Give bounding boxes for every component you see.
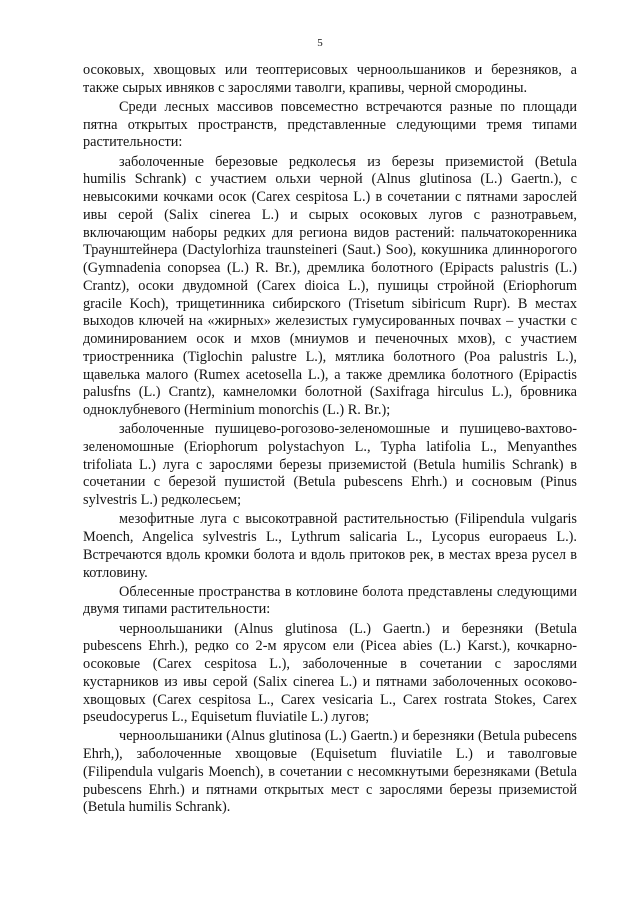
- paragraph-alder-horsetail-forests: черноольшаники (Alnus glutinosa (L.) Gaertn.) и березняки (Betula pubecens Ehrh,), заболоченные хвощовые (Equisetum fluviatile L.) и таволговые (Filipendula vulgaris Moench), в сочетании с несомкнутыми березняками (Betula pubescens Ehrh.) и пятнами открытых мест с зарослями березы приземистой (Betula humilis Schrank).: [83, 728, 577, 816]
- paragraph-mesophytic-meadows: мезофитные луга с высокотравной растительностью (Filipendula vulgaris Moench, Angelica sylvestris L., Lythrum salicaria L., Lycopus europaeus L.). Встречаются вдоль кромки болота и вдоль притоков рек, в местах вреза русел в котловину.: [83, 511, 577, 581]
- paragraph-alder-sedge-forests: черноольшаники (Alnus glutinosa (L.) Gaertn.) и березняки (Betula pubescens Ehrh.), редко со 2-м ярусом ели (Picea abies (L.) Karst.), кочкарно-осоковые (Carex cespitosa L.), заболоченные в сочетании с зарослями кустарников из ивы серой (Salix cinerea L.) и пятнами заболоченных осоково-хвощовых (Carex cespitosa L., Carex vesicaria L., Carex rostrata Stokes, Carex pseudocyperus L., Equisetum fluviatile L.) лугов;: [83, 620, 577, 726]
- paragraph-intro-open-spaces: Среди лесных массивов повсеместно встречаются разные по площади пятна открытых пространств, представленные следующими тремя типами растительности:: [83, 98, 577, 151]
- page-number: 5: [317, 37, 323, 49]
- paragraph-birch-woodlands: заболоченные березовые редколесья из березы приземистой (Betula humilis Schrank) с участием ольхи черной (Alnus glutinosa (L.) Gaertn.), с невысокими кочками осок (Carex cespitosa L.) в сочетании с пятнами зарослей ивы серой (Salix cinerea L.) и сырых осоковых лугов с разнотравьем, включающим наборы редких для региона видов растений: пальчатокоренника Траунштейнера (Dactylorhiza traunsteineri (Saut.) Soo), кокушника длиннорогого (Gymnadenia conopsea (L.) R. Br.), дремлика болотного (Epipacts palustris (L.) Crantz), осоки двудомной (Carex dioica L.), пушицы стройной (Eriophorum gracile Koch), трищетинника сибирского (Trisetum sibiricum Rupr). В местах выходов ключей на «жирных» железистых гумусированных почвах – участки с доминированием осок и мхов (мниумов и печеночных мхов), с участием триостренника (Tiglochin palustre L.), мятлика болотного (Poa palustris L.), щавелька малого (Rumex acetosella L.), а также дремлика болотного (Epipactis palusfns (L.) Crantz), камнеломки болотной (Saxifraga hirculus L.), бровника одноклубневого (Herminium monorchis (L.) R. Br.);: [83, 153, 577, 419]
- paragraph-continuation: осоковых, хвощовых или теоптерисовых черноольшаников и березняков, а также сырых ивняков с зарослями таволги, крапивы, черной смородины.: [83, 62, 577, 96]
- paragraph-intro-forested-spaces: Облесенные пространства в котловине болота представлены следующими двумя типами растительности:: [83, 583, 577, 618]
- paragraph-cottongrass-meadows: заболоченные пушицево-рогозово-зеленомошные и пушицево-вахтово-зеленомошные (Eriophorum polystachyon L., Typha latifolia L., Menyanthes trifoliata L.) луга с зарослями березы приземистой (Betula humilis Schrank) в сочетании с березой пушистой (Betula pubescens Ehrh.) и сосновым (Pinus sylvestris L.) редколесьем;: [83, 421, 577, 509]
- document-body: [83, 62, 577, 819]
